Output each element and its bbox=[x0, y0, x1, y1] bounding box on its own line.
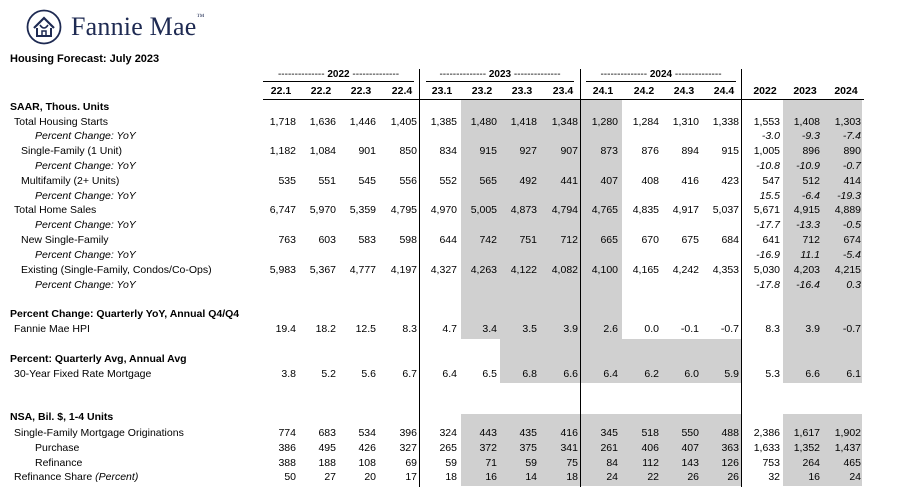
table-row bbox=[0, 352, 907, 366]
table-cell: 492 bbox=[519, 175, 537, 187]
table-cell: 50 bbox=[284, 471, 296, 483]
table-cell: 11.1 bbox=[800, 249, 820, 261]
table-cell: -0.7 bbox=[842, 323, 861, 335]
table-cell: 75 bbox=[566, 457, 578, 469]
table-cell: 188 bbox=[318, 457, 336, 469]
table-row bbox=[0, 426, 907, 440]
table-cell: 6.4 bbox=[442, 368, 457, 380]
table-cell: 414 bbox=[843, 175, 861, 187]
table-cell: 683 bbox=[318, 427, 336, 439]
table-cell: 435 bbox=[519, 427, 537, 439]
table-cell: -10.9 bbox=[796, 160, 820, 172]
year-group-2024 bbox=[586, 69, 736, 81]
table-cell: 5,037 bbox=[712, 204, 739, 216]
table-cell: 8.3 bbox=[402, 323, 417, 335]
table-cell: 6.0 bbox=[684, 368, 699, 380]
group-year: 2023 bbox=[488, 69, 512, 80]
table-cell: 4,197 bbox=[390, 264, 417, 276]
group-dashes-right: -------------- bbox=[349, 69, 400, 80]
table-cell: 6.5 bbox=[482, 368, 497, 380]
table-cell: 1,408 bbox=[793, 116, 820, 128]
table-cell: 5,671 bbox=[753, 204, 780, 216]
table-cell: 5,983 bbox=[269, 264, 296, 276]
table-cell: 763 bbox=[278, 234, 296, 246]
column-header-24.2: 24.2 bbox=[633, 85, 655, 97]
table-cell: 1,405 bbox=[390, 116, 417, 128]
table-cell: 341 bbox=[560, 442, 578, 454]
table-cell: 406 bbox=[641, 442, 659, 454]
table-cell: 3.5 bbox=[522, 323, 537, 335]
row-label: New Single-Family bbox=[21, 234, 109, 246]
row-label: Percent Change: YoY bbox=[35, 190, 136, 202]
table-cell: 1,385 bbox=[430, 116, 457, 128]
table-cell: 603 bbox=[318, 234, 336, 246]
table-cell: 423 bbox=[721, 175, 739, 187]
brand-name: Fannie Mae™ bbox=[71, 12, 205, 41]
table-cell: 108 bbox=[358, 457, 376, 469]
row-label: Percent Change: YoY bbox=[35, 279, 136, 291]
table-cell: 4,263 bbox=[470, 264, 497, 276]
table-cell: 15.5 bbox=[759, 190, 780, 202]
table-cell: 2.6 bbox=[603, 323, 618, 335]
row-label: Refinance Share (Percent) bbox=[14, 471, 139, 483]
table-cell: 556 bbox=[399, 175, 417, 187]
table-cell: 565 bbox=[479, 175, 497, 187]
table-cell: 5,367 bbox=[309, 264, 336, 276]
table-cell: 5,005 bbox=[470, 204, 497, 216]
table-cell: -10.8 bbox=[756, 160, 780, 172]
table-cell: -0.7 bbox=[842, 160, 861, 172]
group-year: 2022 bbox=[327, 69, 350, 80]
table-cell: 665 bbox=[600, 234, 618, 246]
table-cell: 1,352 bbox=[793, 442, 820, 454]
table-cell: 2,386 bbox=[753, 427, 780, 439]
table-cell: 59 bbox=[525, 457, 537, 469]
table-row bbox=[0, 248, 907, 262]
row-label: Percent: Quarterly Avg, Annual Avg bbox=[10, 353, 187, 365]
table-cell: 8.3 bbox=[765, 323, 780, 335]
table-cell: 5,030 bbox=[753, 264, 780, 276]
table-cell: 3.9 bbox=[563, 323, 578, 335]
table-cell: 5.6 bbox=[361, 368, 376, 380]
row-label: Fannie Mae HPI bbox=[14, 323, 90, 335]
table-cell: 388 bbox=[278, 457, 296, 469]
table-cell: 1,553 bbox=[753, 116, 780, 128]
table-cell: -16.9 bbox=[756, 249, 780, 261]
table-cell: 327 bbox=[399, 442, 417, 454]
table-cell: 495 bbox=[318, 442, 336, 454]
row-label: NSA, Bil. $, 1-4 Units bbox=[10, 411, 114, 423]
table-row bbox=[0, 218, 907, 232]
table-cell: 518 bbox=[641, 427, 659, 439]
row-label: Single-Family Mortgage Originations bbox=[14, 427, 184, 439]
row-label: Percent Change: YoY bbox=[35, 249, 136, 261]
table-cell: 32 bbox=[768, 471, 780, 483]
table-cell: 27 bbox=[324, 471, 336, 483]
column-header-24.4: 24.4 bbox=[713, 85, 735, 97]
table-cell: 5,359 bbox=[349, 204, 376, 216]
table-cell: 1,084 bbox=[309, 145, 336, 157]
column-header-23.2: 23.2 bbox=[471, 85, 493, 97]
table-cell: 907 bbox=[560, 145, 578, 157]
table-cell: 24 bbox=[849, 471, 861, 483]
table-cell: 753 bbox=[762, 457, 780, 469]
table-cell: -3.0 bbox=[761, 130, 780, 142]
table-cell: 4,795 bbox=[390, 204, 417, 216]
table-cell: 386 bbox=[278, 442, 296, 454]
table-row bbox=[0, 367, 907, 381]
table-cell: 4,794 bbox=[551, 204, 578, 216]
table-cell: 408 bbox=[641, 175, 659, 187]
table-row bbox=[0, 322, 907, 336]
table-cell: 59 bbox=[445, 457, 457, 469]
table-cell: -17.8 bbox=[756, 279, 780, 291]
column-header-23.1: 23.1 bbox=[431, 85, 453, 97]
table-cell: 6.2 bbox=[644, 368, 659, 380]
table-cell: 126 bbox=[721, 457, 739, 469]
table-row bbox=[0, 410, 907, 424]
table-cell: 4,215 bbox=[834, 264, 861, 276]
table-cell: 396 bbox=[399, 427, 417, 439]
table-cell: 684 bbox=[721, 234, 739, 246]
year-group-2023 bbox=[426, 69, 574, 81]
row-label: Total Housing Starts bbox=[14, 116, 108, 128]
column-header-22.2: 22.2 bbox=[310, 85, 332, 97]
row-label: Existing (Single-Family, Condos/Co-Ops) bbox=[21, 264, 212, 276]
table-cell: 4.7 bbox=[442, 323, 457, 335]
table-cell: 265 bbox=[439, 442, 457, 454]
column-header-24.3: 24.3 bbox=[673, 85, 695, 97]
table-row bbox=[0, 233, 907, 247]
table-cell: 4,777 bbox=[349, 264, 376, 276]
label-suffix: (Percent) bbox=[92, 471, 139, 483]
table-cell: 84 bbox=[606, 457, 618, 469]
table-cell: 6.4 bbox=[603, 368, 618, 380]
table-cell: 1,280 bbox=[591, 116, 618, 128]
table-cell: 264 bbox=[802, 457, 820, 469]
table-cell: 1,418 bbox=[510, 116, 537, 128]
table-cell: 4,915 bbox=[793, 204, 820, 216]
table-cell: 426 bbox=[358, 442, 376, 454]
table-cell: 443 bbox=[479, 427, 497, 439]
table-row bbox=[0, 129, 907, 143]
table-cell: 4,835 bbox=[632, 204, 659, 216]
table-cell: 24 bbox=[606, 471, 618, 483]
table-cell: 1,005 bbox=[753, 145, 780, 157]
row-label: 30-Year Fixed Rate Mortgage bbox=[14, 368, 152, 380]
table-cell: 670 bbox=[641, 234, 659, 246]
table-cell: 0.3 bbox=[846, 279, 861, 291]
table-cell: 18 bbox=[445, 471, 457, 483]
table-row bbox=[0, 203, 907, 217]
table-cell: 71 bbox=[485, 457, 497, 469]
table-row bbox=[0, 263, 907, 277]
table-cell: 1,636 bbox=[309, 116, 336, 128]
table-cell: 4,765 bbox=[591, 204, 618, 216]
table-cell: -9.3 bbox=[801, 130, 820, 142]
table-cell: 1,480 bbox=[470, 116, 497, 128]
year-group-2022 bbox=[263, 69, 414, 81]
table-cell: 552 bbox=[439, 175, 457, 187]
table-cell: 69 bbox=[405, 457, 417, 469]
row-label: Single-Family (1 Unit) bbox=[21, 145, 122, 157]
table-cell: 416 bbox=[560, 427, 578, 439]
table-row bbox=[0, 278, 907, 292]
table-cell: 324 bbox=[439, 427, 457, 439]
table-cell: 751 bbox=[519, 234, 537, 246]
column-header-2022: 2022 bbox=[753, 85, 777, 97]
table-cell: 261 bbox=[600, 442, 618, 454]
table-cell: 1,437 bbox=[834, 442, 861, 454]
table-cell: 712 bbox=[802, 234, 820, 246]
table-row bbox=[0, 115, 907, 129]
year-group-underline-2024 bbox=[586, 81, 736, 82]
table-cell: 5,970 bbox=[309, 204, 336, 216]
table-cell: 551 bbox=[318, 175, 336, 187]
table-cell: 6.8 bbox=[522, 368, 537, 380]
table-cell: 834 bbox=[439, 145, 457, 157]
table-cell: 901 bbox=[358, 145, 376, 157]
table-row bbox=[0, 382, 907, 396]
table-cell: 1,284 bbox=[632, 116, 659, 128]
table-cell: 915 bbox=[479, 145, 497, 157]
table-cell: 5.3 bbox=[765, 368, 780, 380]
table-row bbox=[0, 100, 907, 114]
table-cell: 535 bbox=[278, 175, 296, 187]
table-cell: 3.9 bbox=[805, 323, 820, 335]
table-cell: 1,617 bbox=[793, 427, 820, 439]
table-cell: 6,747 bbox=[269, 204, 296, 216]
year-group-underline-2023 bbox=[426, 81, 574, 82]
table-cell: -19.3 bbox=[837, 190, 861, 202]
column-header-2024: 2024 bbox=[834, 85, 858, 97]
table-cell: -16.4 bbox=[796, 279, 820, 291]
table-cell: 545 bbox=[358, 175, 376, 187]
table-cell: 0.0 bbox=[644, 323, 659, 335]
table-cell: 6.6 bbox=[805, 368, 820, 380]
table-cell: 850 bbox=[399, 145, 417, 157]
table-row bbox=[0, 174, 907, 188]
table-row bbox=[0, 293, 907, 307]
table-row bbox=[0, 456, 907, 470]
column-header-2023: 2023 bbox=[793, 85, 817, 97]
table-cell: 5.2 bbox=[321, 368, 336, 380]
table-cell: -13.3 bbox=[796, 219, 820, 231]
column-header-24.1: 24.1 bbox=[592, 85, 614, 97]
row-label: Multifamily (2+ Units) bbox=[21, 175, 120, 187]
table-cell: 3.4 bbox=[482, 323, 497, 335]
table-cell: 674 bbox=[843, 234, 861, 246]
table-cell: 465 bbox=[843, 457, 861, 469]
table-cell: 3.8 bbox=[281, 368, 296, 380]
table-cell: 4,889 bbox=[834, 204, 861, 216]
table-cell: 18.2 bbox=[315, 323, 336, 335]
table-cell: 4,327 bbox=[430, 264, 457, 276]
group-year: 2024 bbox=[649, 69, 673, 80]
row-label: Refinance bbox=[35, 457, 83, 469]
table-cell: 345 bbox=[600, 427, 618, 439]
table-cell: 742 bbox=[479, 234, 497, 246]
column-header-23.4: 23.4 bbox=[552, 85, 574, 97]
table-cell: 1,718 bbox=[269, 116, 296, 128]
table-cell: 6.7 bbox=[402, 368, 417, 380]
table-cell: 488 bbox=[721, 427, 739, 439]
table-cell: 4,917 bbox=[672, 204, 699, 216]
group-dashes-right: -------------- bbox=[511, 69, 561, 80]
table-cell: 441 bbox=[560, 175, 578, 187]
table-cell: 894 bbox=[681, 145, 699, 157]
table-cell: 4,242 bbox=[672, 264, 699, 276]
table-cell: 407 bbox=[600, 175, 618, 187]
column-header-23.3: 23.3 bbox=[511, 85, 533, 97]
table-cell: 890 bbox=[843, 145, 861, 157]
table-cell: 915 bbox=[721, 145, 739, 157]
table-cell: -0.7 bbox=[720, 323, 739, 335]
row-label: Total Home Sales bbox=[14, 204, 97, 216]
table-cell: -17.7 bbox=[756, 219, 780, 231]
row-label: Percent Change: YoY bbox=[35, 160, 136, 172]
table-cell: 641 bbox=[762, 234, 780, 246]
table-cell: 4,165 bbox=[632, 264, 659, 276]
table-cell: 17 bbox=[405, 471, 417, 483]
table-cell: 547 bbox=[762, 175, 780, 187]
table-cell: 16 bbox=[808, 471, 820, 483]
row-label: Percent Change: YoY bbox=[35, 219, 136, 231]
year-group-underline-2022 bbox=[263, 81, 414, 82]
table-cell: 14 bbox=[525, 471, 537, 483]
column-header-22.3: 22.3 bbox=[350, 85, 372, 97]
table-cell: -5.4 bbox=[842, 249, 861, 261]
table-cell: 644 bbox=[439, 234, 457, 246]
table-cell: -7.4 bbox=[842, 130, 861, 142]
group-dashes-left: -------------- bbox=[439, 69, 489, 80]
table-cell: 675 bbox=[681, 234, 699, 246]
table-cell: -0.5 bbox=[842, 219, 861, 231]
table-cell: 143 bbox=[681, 457, 699, 469]
table-cell: 5.9 bbox=[724, 368, 739, 380]
column-header-22.4: 22.4 bbox=[391, 85, 413, 97]
table-row bbox=[0, 441, 907, 455]
table-cell: 1,902 bbox=[834, 427, 861, 439]
table-cell: 774 bbox=[278, 427, 296, 439]
table-cell: 512 bbox=[802, 175, 820, 187]
table-row bbox=[0, 307, 907, 321]
group-dashes-left: -------------- bbox=[600, 69, 650, 80]
table-cell: 4,873 bbox=[510, 204, 537, 216]
table-cell: 18 bbox=[566, 471, 578, 483]
table-cell: 1,310 bbox=[672, 116, 699, 128]
table-cell: 896 bbox=[802, 145, 820, 157]
table-cell: 6.1 bbox=[846, 368, 861, 380]
table-row bbox=[0, 470, 907, 484]
table-cell: 19.4 bbox=[275, 323, 296, 335]
table-cell: 26 bbox=[727, 471, 739, 483]
table-cell: 4,100 bbox=[591, 264, 618, 276]
group-dashes-right: -------------- bbox=[672, 69, 722, 80]
table-row bbox=[0, 144, 907, 158]
table-row bbox=[0, 159, 907, 173]
table-row bbox=[0, 337, 907, 351]
table-cell: 372 bbox=[479, 442, 497, 454]
table-cell: 534 bbox=[358, 427, 376, 439]
table-cell: -6.4 bbox=[801, 190, 820, 202]
table-cell: 4,082 bbox=[551, 264, 578, 276]
table-cell: 1,338 bbox=[712, 116, 739, 128]
table-cell: 6.6 bbox=[563, 368, 578, 380]
table-cell: 583 bbox=[358, 234, 376, 246]
table-cell: 1,182 bbox=[269, 145, 296, 157]
table-cell: 416 bbox=[681, 175, 699, 187]
table-cell: 112 bbox=[642, 457, 659, 469]
column-header-22.1: 22.1 bbox=[270, 85, 292, 97]
table-cell: 712 bbox=[560, 234, 578, 246]
table-cell: 16 bbox=[485, 471, 497, 483]
row-label: Purchase bbox=[35, 442, 80, 454]
table-cell: 550 bbox=[681, 427, 699, 439]
table-cell: 598 bbox=[399, 234, 417, 246]
table-cell: 12.5 bbox=[355, 323, 376, 335]
table-cell: 363 bbox=[721, 442, 739, 454]
table-cell: 4,970 bbox=[430, 204, 457, 216]
table-row bbox=[0, 189, 907, 203]
row-label: Percent Change: YoY bbox=[35, 130, 136, 142]
table-cell: 1,303 bbox=[834, 116, 861, 128]
table-cell: 26 bbox=[687, 471, 699, 483]
table-cell: 4,353 bbox=[712, 264, 739, 276]
group-dashes-left: -------------- bbox=[277, 69, 328, 80]
table-cell: 1,446 bbox=[349, 116, 376, 128]
table-cell: -0.1 bbox=[680, 323, 699, 335]
table-cell: 4,203 bbox=[793, 264, 820, 276]
table-cell: 873 bbox=[600, 145, 618, 157]
row-label: SAAR, Thous. Units bbox=[10, 101, 110, 113]
table-cell: 1,348 bbox=[551, 116, 578, 128]
table-cell: 4,122 bbox=[510, 264, 537, 276]
table-cell: 20 bbox=[364, 471, 376, 483]
report-title: Housing Forecast: July 2023 bbox=[10, 53, 160, 65]
table-cell: 407 bbox=[681, 442, 699, 454]
row-label: Percent Change: Quarterly YoY, Annual Q4/Q4 bbox=[10, 308, 240, 320]
table-cell: 375 bbox=[519, 442, 537, 454]
table-cell: 927 bbox=[519, 145, 537, 157]
table-cell: 22 bbox=[647, 471, 659, 483]
table-cell: 1,633 bbox=[753, 442, 780, 454]
table-cell: 876 bbox=[641, 145, 659, 157]
